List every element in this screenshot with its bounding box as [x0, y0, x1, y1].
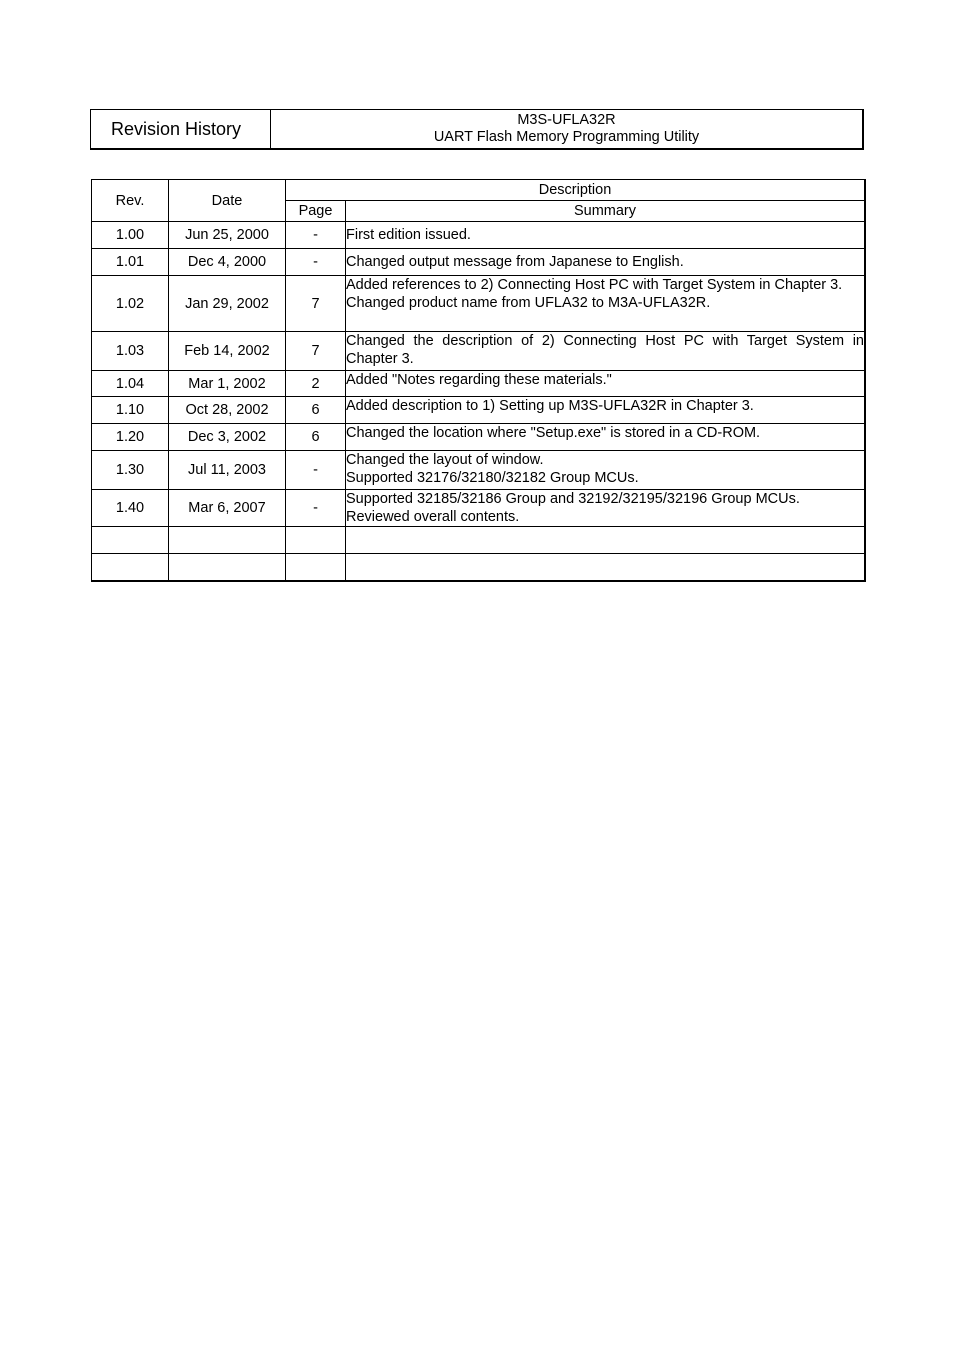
col-header-date: Date — [169, 180, 286, 222]
empty-cell — [92, 554, 169, 582]
date-cell: Mar 6, 2007 — [169, 490, 286, 527]
summary-cell — [346, 249, 866, 276]
table-row — [92, 371, 866, 397]
table-row — [92, 276, 866, 332]
rev-cell: 1.01 — [92, 249, 169, 276]
date-cell: Jul 11, 2003 — [169, 451, 286, 490]
summary-line: First edition issued. — [346, 227, 471, 243]
table-row — [92, 249, 866, 276]
summary-line: Changed the layout of window. — [346, 452, 544, 468]
table-row — [92, 490, 866, 527]
summary-cell — [346, 397, 866, 424]
page-cell: 6 — [286, 424, 346, 451]
page-cell: 2 — [286, 371, 346, 397]
header-product-block — [271, 110, 862, 148]
date-cell: Mar 1, 2002 — [169, 371, 286, 397]
page-cell: 6 — [286, 397, 346, 424]
col-header-rev: Rev. — [92, 180, 169, 222]
date-cell: Jun 25, 2000 — [169, 222, 286, 249]
rev-cell: 1.04 — [92, 371, 169, 397]
summary-line: Added description to 1) Setting up M3S-UFLA32R in Chapter 3. — [346, 398, 754, 414]
summary-line: Changed the location where "Setup.exe" is stored in a CD-ROM. — [346, 425, 761, 441]
table-row — [92, 424, 866, 451]
summary-cell — [346, 424, 866, 451]
summary-line: Added "Notes regarding these materials." — [346, 372, 612, 388]
header-product-name: M3S-UFLA32R — [517, 112, 616, 128]
date-cell: Oct 28, 2002 — [169, 397, 286, 424]
rev-cell: 1.00 — [92, 222, 169, 249]
summary-line: Supported 32185/32186 Group and 32192/32195/32196 Group MCUs. — [346, 491, 800, 507]
summary-line: Supported 32176/32180/32182 Group MCUs. — [346, 470, 639, 486]
header-product-subtitle: UART Flash Memory Programming Utility — [433, 129, 700, 145]
summary-cell — [346, 371, 866, 397]
revision-header — [90, 109, 864, 150]
empty-row — [92, 554, 866, 582]
page-cell: 7 — [286, 276, 346, 332]
summary-line: Changed the description of 2) Connecting Host PC with Target System in Chapter 3. — [346, 333, 864, 367]
date-cell: Jan 29, 2002 — [169, 276, 286, 332]
rev-cell: 1.03 — [92, 332, 169, 371]
date-cell: Feb 14, 2002 — [169, 332, 286, 371]
page-cell: - — [286, 249, 346, 276]
table-row — [92, 451, 866, 490]
rev-cell: 1.30 — [92, 451, 169, 490]
summary-cell — [346, 276, 866, 332]
col-header-summary: Summary — [346, 201, 866, 222]
table-row — [92, 222, 866, 249]
summary-line: Added references to 2) Connecting Host PC with Target System in Chapter 3. — [346, 277, 843, 293]
col-header-description: Description — [286, 180, 866, 201]
rev-cell: 1.20 — [92, 424, 169, 451]
empty-cell — [286, 554, 346, 582]
page-cell: 7 — [286, 332, 346, 371]
empty-cell — [346, 554, 866, 582]
summary-cell — [346, 332, 866, 371]
summary-cell — [346, 490, 866, 527]
page-cell: - — [286, 222, 346, 249]
empty-cell — [169, 527, 286, 554]
rev-cell: 1.02 — [92, 276, 169, 332]
col-header-page: Page — [286, 201, 346, 222]
table-row — [92, 397, 866, 424]
date-cell: Dec 3, 2002 — [169, 424, 286, 451]
summary-line: Reviewed overall contents. — [346, 509, 520, 525]
empty-cell — [286, 527, 346, 554]
empty-cell — [169, 554, 286, 582]
table-row — [92, 332, 866, 371]
summary-cell — [346, 451, 866, 490]
page-cell: - — [286, 451, 346, 490]
empty-cell — [346, 527, 866, 554]
rev-cell: 1.10 — [92, 397, 169, 424]
summary-line: Changed product name from UFLA32 to M3A-UFLA32R. — [346, 295, 711, 311]
revision-table — [91, 179, 866, 582]
rev-cell: 1.40 — [92, 490, 169, 527]
empty-row — [92, 527, 866, 554]
summary-line: Changed output message from Japanese to English. — [346, 254, 684, 270]
empty-cell — [92, 527, 169, 554]
page-cell: - — [286, 490, 346, 527]
summary-cell — [346, 222, 866, 249]
date-cell: Dec 4, 2000 — [169, 249, 286, 276]
header-title: Revision History — [91, 110, 271, 148]
